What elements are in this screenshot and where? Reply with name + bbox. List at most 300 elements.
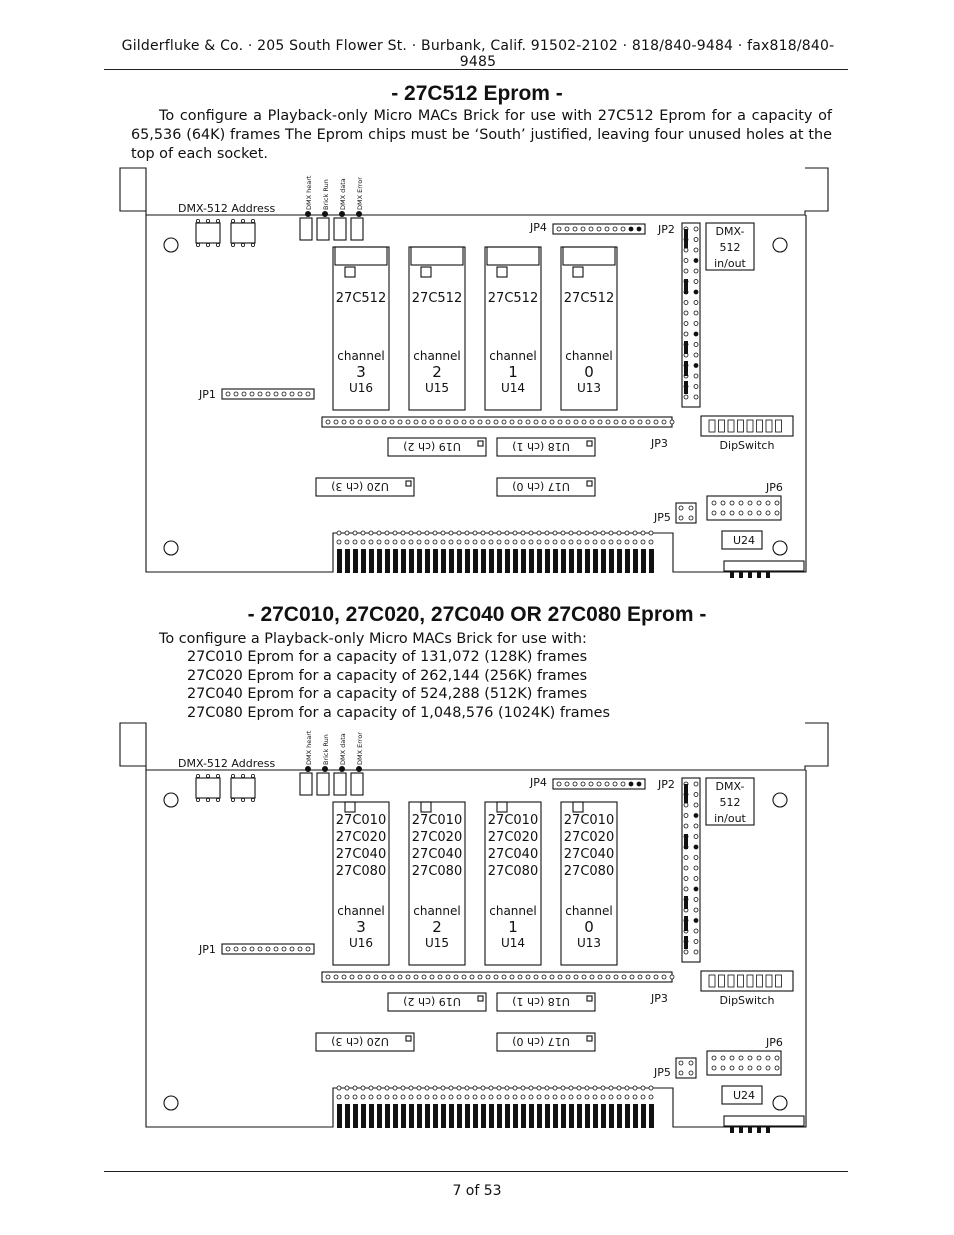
jp2-pin [694,248,698,252]
jp2-pin [694,238,698,242]
edge-pin [561,540,565,544]
edge-contact [465,549,470,573]
bus-pin [486,975,490,979]
jp4-pin [613,782,617,786]
jp5-pin [679,516,683,520]
address-switch-pin [196,798,199,801]
edge-pin [481,1095,485,1099]
dip-toggle [728,420,734,432]
eprom-chip-label: 27C512 [335,291,387,306]
bus-pin [406,975,410,979]
edge-pin [561,1095,565,1099]
jp2-label: JP2 [658,778,675,791]
jp2-pin [684,824,688,828]
dip-toggle [766,420,772,432]
jp1-pin [290,947,294,951]
bus-pin [494,975,498,979]
bus-pin [502,975,506,979]
dip-toggle [709,420,715,432]
edge-pin [641,540,645,544]
bus-pin [478,420,482,424]
address-switch-pin [241,774,244,777]
jp6-pin [757,1066,761,1070]
jp6-pin [712,1056,716,1060]
edge-contact [385,1104,390,1128]
edge-pin [537,531,541,535]
edge-pin [361,1086,365,1090]
dip-toggle [776,420,782,432]
edge-pin [505,540,509,544]
board-outline [120,168,146,211]
edge-pin [425,1095,429,1099]
bus-pin [374,975,378,979]
chip-notch [587,996,592,1001]
bus-pin [510,975,514,979]
address-switch-pin [231,798,234,801]
jp2-pin [684,259,688,263]
jp2-pin [694,374,698,378]
channel-number: 3 [356,918,366,936]
channel-number: 0 [584,918,594,936]
bus-pin [646,420,650,424]
edge-pin [369,540,373,544]
edge-contact [609,1104,614,1128]
edge-pin [489,531,493,535]
jp2-pin [694,803,698,807]
mounting-hole [164,541,178,555]
eprom-chip-label: 27C020 [563,830,615,845]
chip-ref: U13 [576,381,602,395]
chip-ref: U16 [348,381,374,395]
edge-pin [561,531,565,535]
bus-pin [398,420,402,424]
bus-pin [414,420,418,424]
status-led [322,211,328,217]
edge-contact [481,549,486,573]
chip-notch [587,481,592,486]
dmx-jack-label: 512 [719,241,741,254]
bus-pin [326,975,330,979]
bus-pin [390,420,394,424]
edge-pin [353,1086,357,1090]
dipswitch-label: DipSwitch [719,439,775,452]
chip-notch [497,267,507,277]
edge-pin [529,540,533,544]
edge-contact [577,549,582,573]
jp2-pin [694,332,698,336]
edge-pin [633,1086,637,1090]
mounting-hole [773,238,787,252]
edge-contact [521,1104,526,1128]
edge-pin [433,540,437,544]
channel-number: 0 [584,363,594,381]
edge-contact [409,549,414,573]
chip-ref: U15 [424,381,450,395]
bus-pin [438,975,442,979]
edge-pin [521,1095,525,1099]
edge-pin [377,531,381,535]
jp4-pin [557,227,561,231]
edge-contact [441,1104,446,1128]
jp5-label: JP5 [654,511,671,524]
edge-pin [569,1095,573,1099]
address-switch-pin [206,219,209,222]
edge-contact [505,549,510,573]
edge-pin [577,540,581,544]
chip-ref: U14 [500,936,526,950]
jp4-pin [597,227,601,231]
jp2-jumper [684,361,688,376]
jp2-pin [684,887,688,891]
status-led [356,211,362,217]
bus-pin [670,975,674,979]
unused-socket-holes [563,247,615,265]
edge-contact [521,549,526,573]
edge-pin [625,531,629,535]
edge-pin [425,531,429,535]
dip-toggle [747,420,753,432]
edge-contact [433,1104,438,1128]
edge-contact [497,1104,502,1128]
edge-pin [625,1086,629,1090]
edge-pin [337,1095,341,1099]
jp2-pin [694,322,698,326]
edge-contact [577,1104,582,1128]
edge-pin [641,1086,645,1090]
channel-label: channel [337,904,385,918]
edge-pin [617,531,621,535]
edge-pin [601,540,605,544]
bus-pin [342,975,346,979]
edge-pin [465,1086,469,1090]
bus-pin [654,975,658,979]
edge-contact [505,1104,510,1128]
bus-pin [614,420,618,424]
jp4-pin [629,782,633,786]
jp2-pin [684,866,688,870]
jp2-pin [684,950,688,954]
bus-pin [342,420,346,424]
edge-pin [473,1086,477,1090]
jp1-pin [282,392,286,396]
jp1-pin [242,947,246,951]
edge-pin [385,531,389,535]
jp2-pin [694,845,698,849]
led-label: Brick Run [322,734,330,765]
mounting-hole [164,793,178,807]
edge-pin [417,1086,421,1090]
bus-pin [518,420,522,424]
edge-pin [377,540,381,544]
address-switch-pin [251,798,254,801]
bus-pin [446,975,450,979]
bus-pin [494,420,498,424]
jp5-pin [679,1071,683,1075]
edge-contact [369,1104,374,1128]
bus-pin [646,975,650,979]
edge-pin [449,531,453,535]
jp2-pin [684,301,688,305]
bus-pin [462,975,466,979]
bus-pin [326,420,330,424]
led-label: Brick Run [322,179,330,210]
jp2-pin [694,311,698,315]
eprom-chip-label: 27C020 [335,830,387,845]
jp4-label: JP4 [530,221,547,234]
edge-pin [409,540,413,544]
eprom-chip-label: 27C010 [335,813,387,828]
edge-contact [601,1104,606,1128]
jp2-jumper [684,381,688,394]
edge-contact [361,1104,366,1128]
jp2-pin [694,301,698,305]
jp4-pin [637,227,641,231]
edge-pin [377,1095,381,1099]
edge-pin [577,1086,581,1090]
jp6-pin [748,501,752,505]
board-diagram-27c512 [0,166,954,578]
edge-pin [345,1086,349,1090]
edge-pin [601,1086,605,1090]
channel-label: channel [565,349,613,363]
jp1-pin [234,947,238,951]
bus-pin [662,420,666,424]
edge-pin [609,540,613,544]
address-switch-pin [241,798,244,801]
edge-contact [529,549,534,573]
edge-pin [473,1095,477,1099]
jp2-pin [694,353,698,357]
edge-contact [361,549,366,573]
logic-chip-label: U20 (ch 3) [331,1035,389,1048]
edge-contact [465,1104,470,1128]
jp4-pin [629,227,633,231]
bus-pin [590,975,594,979]
edge-contact [449,1104,454,1128]
bus-pin [614,975,618,979]
dmx-jack-label: DMX- [715,225,745,238]
edge-pin [393,1086,397,1090]
jp1-pin [242,392,246,396]
jp2-pin [694,940,698,944]
edge-pin [641,531,645,535]
address-switch-pin [206,798,209,801]
edge-pin [361,1095,365,1099]
logic-chip-label: U19 (ch 2) [403,995,461,1008]
jp1-pin [266,392,270,396]
jp2-label: JP2 [658,223,675,236]
jp2-pin [694,835,698,839]
jp6-pin [766,511,770,515]
address-switch-pin [206,243,209,246]
chip-ref: U14 [500,381,526,395]
edge-contact [457,1104,462,1128]
edge-pin [593,531,597,535]
bus-pin [430,975,434,979]
edge-contact [593,549,598,573]
edge-contact [441,549,446,573]
bus-pin [382,420,386,424]
edge-pin [641,1095,645,1099]
eprom-chip-label: 27C020 [411,830,463,845]
bus-pin [486,420,490,424]
address-switch-pin [251,243,254,246]
jp2-pin [694,343,698,347]
bottom-connector-pin [730,571,734,578]
edge-pin [441,1086,445,1090]
chip-ref: U16 [348,936,374,950]
bus-pin [534,975,538,979]
edge-pin [497,531,501,535]
chip-notch [573,267,583,277]
bus-pin [510,420,514,424]
u24-label: U24 [732,534,756,547]
edge-pin [633,540,637,544]
edge-pin [545,1086,549,1090]
jp2-pin [684,856,688,860]
bus-pin [590,420,594,424]
eprom-chip-label: 27C040 [487,847,539,862]
jp4-label: JP4 [530,776,547,789]
edge-pin [417,531,421,535]
led-housing [334,218,346,240]
bus-pin [654,420,658,424]
channel-label: channel [489,904,537,918]
edge-contact [385,549,390,573]
edge-pin [393,540,397,544]
jp5-header [676,1058,696,1078]
address-switch-pin [196,219,199,222]
jp4-pin [565,782,569,786]
edge-pin [385,1095,389,1099]
dmx-jack-label: in/out [714,812,746,825]
edge-contact [569,549,574,573]
led-housing [300,773,312,795]
jp1-pin [266,947,270,951]
jp1-pin [226,392,230,396]
led-housing [317,773,329,795]
eprom-chip-label: 27C010 [411,813,463,828]
edge-pin [545,540,549,544]
eprom-chip-label: 27C512 [411,291,463,306]
edge-contact [393,1104,398,1128]
edge-pin [457,531,461,535]
edge-pin [585,531,589,535]
bus-pin [574,975,578,979]
jp2-jumper [684,279,688,294]
jp1-pin [282,947,286,951]
edge-contact [633,1104,638,1128]
bus-pin [454,975,458,979]
jp1-pin [274,392,278,396]
edge-pin [417,540,421,544]
edge-pin [561,1086,565,1090]
edge-pin [497,540,501,544]
jp4-pin [621,227,625,231]
edge-pin [577,531,581,535]
edge-pin [601,531,605,535]
edge-pin [337,1086,341,1090]
address-switch-pin [231,219,234,222]
edge-pin [537,540,541,544]
address-switch [231,778,255,798]
edge-pin [521,531,525,535]
edge-pin [489,1095,493,1099]
edge-pin [457,1086,461,1090]
edge-contact [337,549,342,573]
edge-pin [609,1086,613,1090]
jp4-pin [613,227,617,231]
edge-pin [441,531,445,535]
jp1-label: JP1 [199,943,216,956]
edge-contact [545,549,550,573]
edge-pin [441,540,445,544]
edge-pin [585,1095,589,1099]
bottom-connector-pin [766,571,770,578]
edge-pin [625,540,629,544]
edge-pin [529,1086,533,1090]
jp6-pin [775,501,779,505]
status-led [356,766,362,772]
jp6-header [707,1051,781,1075]
jp6-pin [730,1056,734,1060]
bus-pin [438,420,442,424]
page-header: Gilderfluke & Co. · 205 South Flower St. · Burbank, Calif. 91502-2102 · 818/840-9484 · fax818/840-9485 [121,38,835,70]
edge-contact [433,549,438,573]
bottom-connector-pin [739,571,743,578]
section-title-27c010-080: - 27C010, 27C020, 27C040 OR 27C080 Eprom - [247,603,707,626]
jp1-pin [258,392,262,396]
bus-pin [470,975,474,979]
bus-pin [582,420,586,424]
edge-pin [409,531,413,535]
board-diagram-27c010-080 [0,721,954,1133]
logic-chip-label: U17 (ch 0) [512,1035,570,1048]
bus-pin [422,420,426,424]
bus-pin [414,975,418,979]
edge-contact [625,549,630,573]
edge-pin [401,1086,405,1090]
jp2-pin [684,332,688,336]
edge-contact [401,1104,406,1128]
edge-pin [393,531,397,535]
edge-pin [633,1095,637,1099]
edge-pin [593,1086,597,1090]
logic-chip-label: U18 (ch 1) [512,995,570,1008]
address-switch-pin [206,774,209,777]
jp2-pin [684,322,688,326]
led-label: DMX heart [305,730,313,765]
status-led [305,211,311,217]
bus-pin [670,420,674,424]
mounting-hole [773,541,787,555]
edge-pin [401,531,405,535]
jp2-pin [684,814,688,818]
section-title-27c512: - 27C512 Eprom - [391,82,563,105]
chip-ref: U13 [576,936,602,950]
jp4-pin [589,782,593,786]
mounting-hole [773,1096,787,1110]
jp4-pin [573,227,577,231]
edge-contact [545,1104,550,1128]
edge-pin [505,1086,509,1090]
edge-contact [649,1104,654,1128]
jp5-pin [689,506,693,510]
edge-pin [449,1095,453,1099]
jp1-pin [250,392,254,396]
dip-toggle [719,975,725,987]
led-housing [317,218,329,240]
